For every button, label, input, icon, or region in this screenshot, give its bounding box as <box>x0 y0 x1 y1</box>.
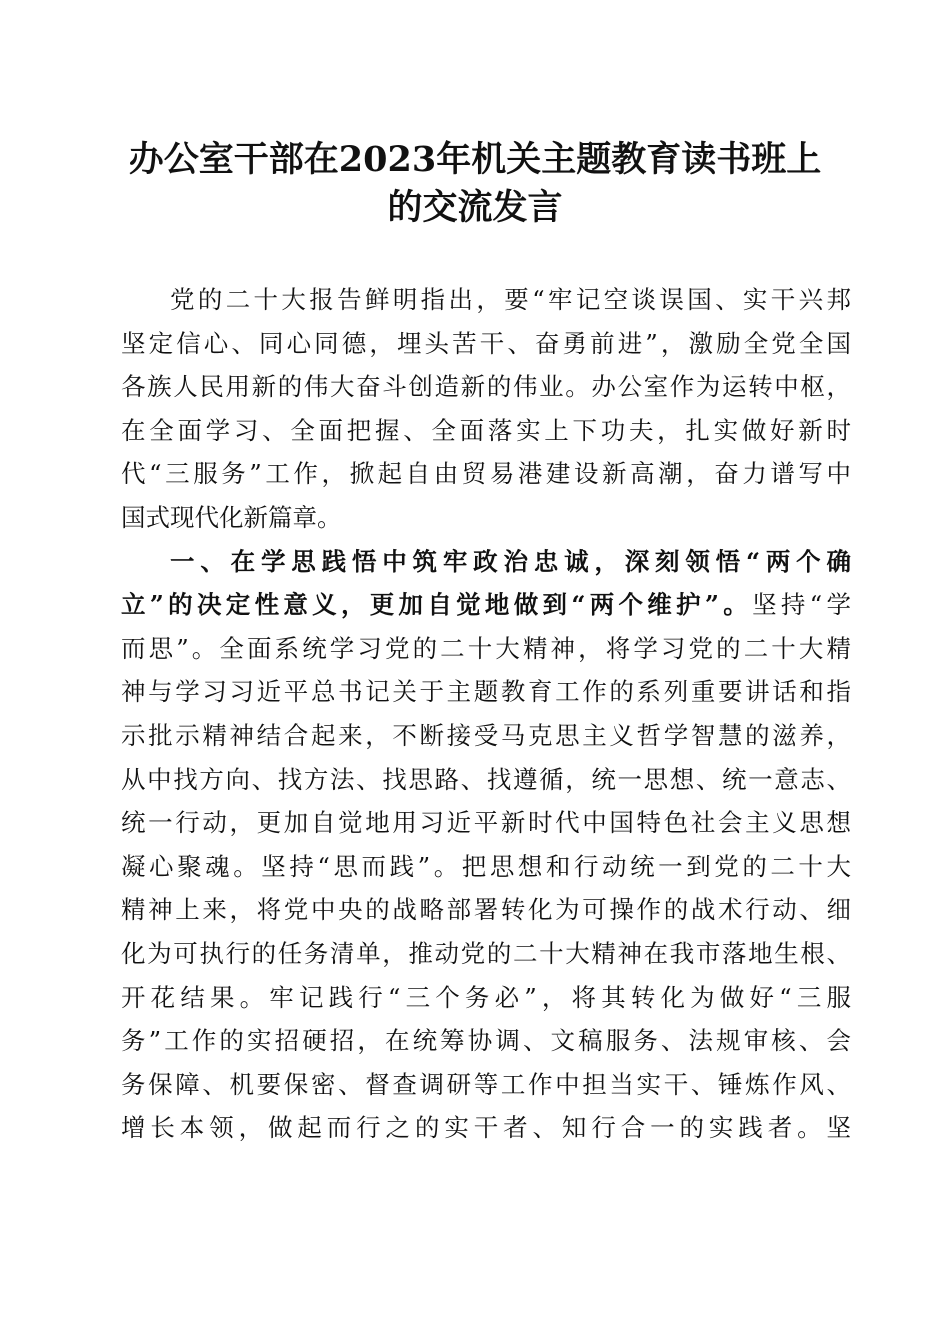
section-heading-line: 立”的决定性意义，更加自觉地做到“两个维护”。 <box>121 590 753 620</box>
paragraph-line: 增长本领，做起而行之的实干者、知行合一的实践者。坚 <box>121 1113 851 1143</box>
paragraph-line: 在全面学习、全面把握、全面落实上下功夫，扎实做好新时 <box>121 415 851 445</box>
document-body <box>121 278 851 1150</box>
paragraph-line: 神与学习习近平总书记关于主题教育工作的系列重要讲话和指 <box>121 677 851 707</box>
paragraph-line: 精神上来，将党中央的战略部署转化为可操作的战术行动、细 <box>121 895 851 925</box>
paragraph-line: 化为可执行的任务清单，推动党的二十大精神在我市落地生根、 <box>121 938 851 968</box>
paragraph-line: 务”工作的实招硬招，在统筹协调、文稿服务、法规审核、会 <box>121 1026 851 1056</box>
paragraph-line: 开花结果。牢记践行“三个务必”，将其转化为做好“三服 <box>121 982 851 1012</box>
paragraph-line: 各族人民用新的伟大奋斗创造新的伟业。办公室作为运转中枢， <box>121 372 851 402</box>
document-title <box>100 136 850 232</box>
paragraph-line: 国式现代化新篇章。 <box>121 502 342 532</box>
paragraph-line: 而思”。全面系统学习党的二十大精神，将学习党的二十大精 <box>121 633 851 663</box>
paragraph-section-one <box>121 540 851 1150</box>
paragraph-line: 凝心聚魂。坚持“思而践”。把思想和行动统一到党的二十大 <box>121 851 851 881</box>
paragraph-line: 坚定信心、同心同德，埋头苦干、奋勇前进”，激励全党全国 <box>121 328 851 358</box>
paragraph-line: 统一行动，更加自觉地用习近平新时代中国特色社会主义思想 <box>121 808 851 838</box>
paragraph-line: 从中找方向、找方法、找思路、找遵循，统一思想、统一意志、 <box>121 764 851 794</box>
paragraph-line: 示批示精神结合起来，不断接受马克思主义哲学智慧的滋养， <box>121 720 851 750</box>
paragraph-line: 代“三服务”工作，掀起自由贸易港建设新高潮，奋力谱写中 <box>121 459 851 489</box>
section-heading-line: 一、在学思践悟中筑牢政治忠诚，深刻领悟“两个确 <box>170 546 851 576</box>
section-heading-line-mixed <box>121 583 851 627</box>
paragraph-line: 务保障、机要保密、督查调研等工作中担当实干、锤炼作风、 <box>121 1069 851 1099</box>
paragraph-line-tail: 坚持“学 <box>752 590 851 620</box>
title-line: 的交流发言 <box>387 187 563 228</box>
paragraph-intro <box>121 278 851 540</box>
paragraph-line: 党的二十大报告鲜明指出，要“牢记空谈误国、实干兴邦 <box>170 285 851 314</box>
title-line: 办公室干部在2023年机关主题教育读书班上 <box>128 139 822 180</box>
